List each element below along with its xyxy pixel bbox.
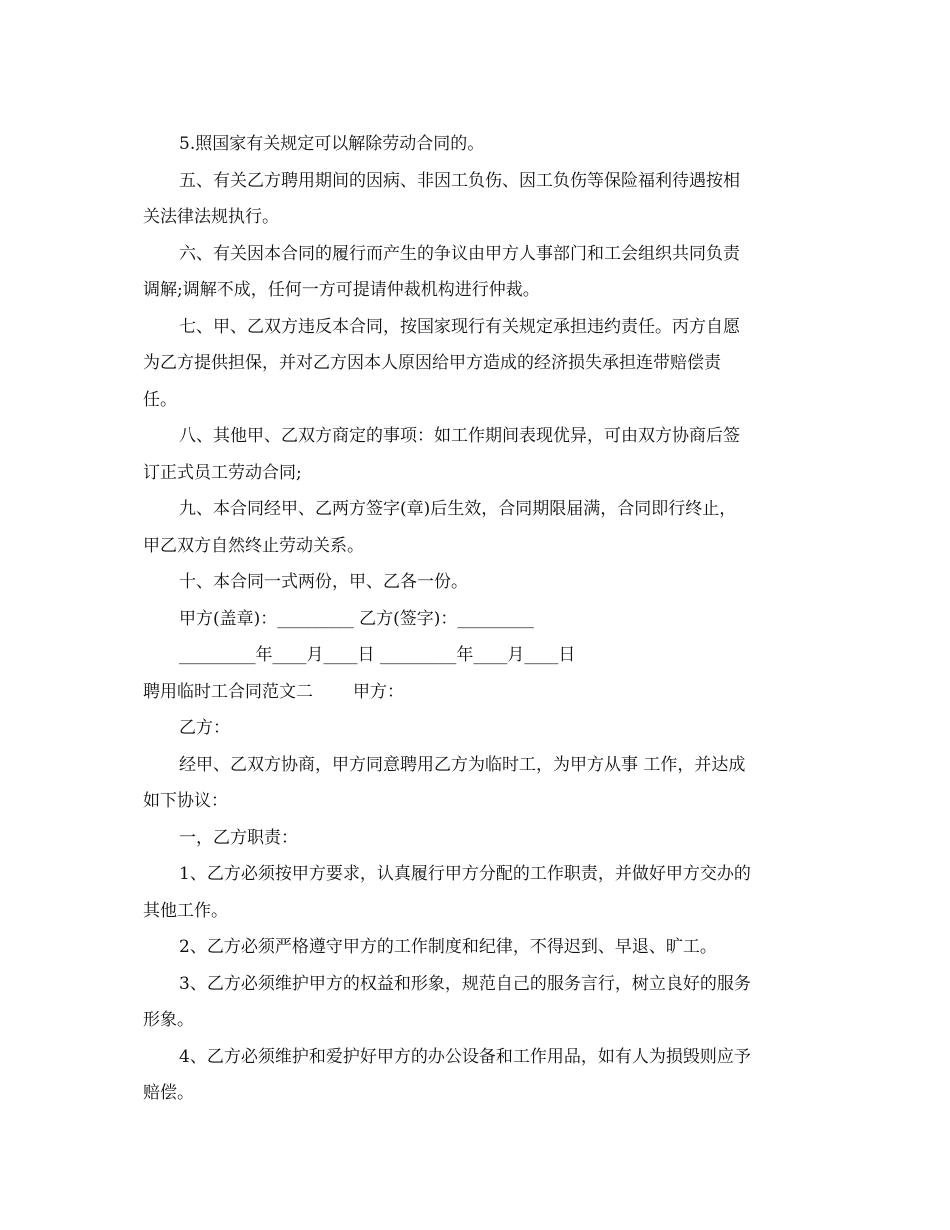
paragraph-line: 为乙方提供担保，并对乙方因本人原因给甲方造成的经济损失承担连带赔偿责 — [143, 353, 721, 373]
paragraph-line: 一，乙方职责： — [179, 827, 298, 848]
party-a-label: 甲方： — [353, 681, 404, 702]
paragraph-line: 5.照国家有关规定可以解除劳动合同的。 — [179, 134, 485, 154]
paragraph-line: 订正式员工劳动合同; — [143, 462, 302, 483]
signature-line: 甲方(盖章)：_________ 乙方(签字)：_________ — [179, 608, 534, 629]
paragraph-line: 乙方： — [179, 718, 230, 738]
paragraph-line: 九、本合同经甲、乙两方签字(章)后生效，合同期限届满，合同即行终止， — [179, 499, 737, 519]
section-title: 聘用临时工合同范文二 — [143, 681, 313, 702]
date-line: _________年____月____日 _________年____月____日 — [179, 645, 576, 665]
paragraph-line: 任。 — [143, 389, 177, 410]
paragraph-line: 赔偿。 — [143, 1083, 194, 1103]
paragraph-line: 如下协议： — [143, 791, 228, 811]
paragraph-line: 形象。 — [143, 1010, 194, 1030]
paragraph-line: 关法律法规执行。 — [143, 207, 279, 227]
paragraph-line: 五、有关乙方聘用期间的因病、非因工负伤、因工负伤等保险福利待遇按相 — [179, 170, 740, 191]
paragraph-line: 十、本合同一式两份，甲、乙各一份。 — [179, 572, 468, 592]
paragraph-line: 1、乙方必须按甲方要求，认真履行甲方分配的工作职责，并做好甲方交办的 — [179, 864, 751, 884]
paragraph-line: 调解;调解不成，任何一方可提请仲裁机构进行仲裁。 — [143, 280, 540, 300]
section-title-line — [143, 674, 811, 711]
paragraph-line: 4、乙方必须维护和爱护好甲方的办公设备和工作用品，如有人为损毁则应予 — [179, 1046, 751, 1067]
document-body — [143, 126, 811, 1112]
paragraph-line: 甲乙双方自然终止劳动关系。 — [143, 535, 364, 556]
paragraph-line: 经甲、乙双方协商，甲方同意聘用乙方为临时工，为甲方从事 工作，并达成 — [179, 754, 746, 775]
paragraph-line: 3、乙方必须维护甲方的权益和形象，规范自己的服务言行，树立良好的服务 — [179, 973, 751, 994]
paragraph-line: 六、有关因本合同的履行而产生的争议由甲方人事部门和工会组织共同负责 — [179, 243, 740, 264]
paragraph-line: 八、其他甲、乙双方商定的事项：如工作期间表现优异，可由双方协商后签 — [179, 426, 740, 446]
paragraph-line: 其他工作。 — [143, 900, 228, 921]
paragraph-line: 2、乙方必须严格遵守甲方的工作制度和纪律，不得迟到、早退、旷工。 — [179, 937, 717, 957]
paragraph-line: 七、甲、乙双方违反本合同，按国家现行有关规定承担违约责任。丙方自愿 — [179, 316, 740, 337]
